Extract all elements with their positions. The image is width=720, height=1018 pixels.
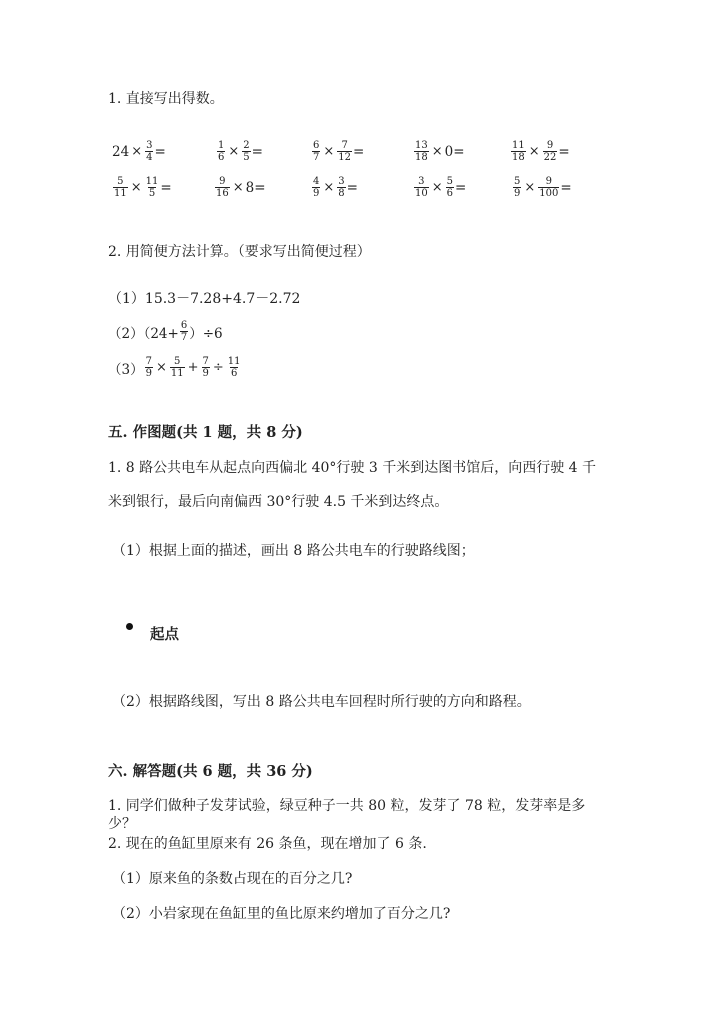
fraction: $\frac{5}{11}$: [170, 356, 184, 379]
times-sign: ×: [155, 360, 167, 375]
section-5-sub-1: （1）根据上面的描述，画出 8 路公共电车的行驶路线图；: [112, 543, 475, 559]
section-6-title: 六. 解答题(共 6 题，共 36 分): [108, 763, 313, 780]
item-number: （3）: [108, 361, 144, 378]
q1-expr-2-5: [512, 176, 572, 199]
equals-sign: =: [160, 179, 172, 196]
start-point-label: 起点: [150, 626, 179, 643]
q1-expr-1-2: [216, 140, 263, 163]
item-text: ）÷6: [189, 325, 223, 342]
times-sign: ×: [528, 144, 540, 159]
times-sign: ×: [228, 144, 240, 159]
fraction: $\frac{3}{8}$: [338, 176, 345, 199]
times-sign: ×: [323, 144, 335, 159]
fraction: $\frac{3}{4}$: [146, 140, 153, 163]
equals-sign: =: [558, 143, 570, 160]
fraction: $\frac{5}{6}$: [446, 176, 454, 199]
fraction: $\frac{6}{7}$: [313, 140, 320, 163]
fraction: $\frac{7}{12}$: [338, 140, 352, 163]
q1-expr-2-4: [413, 176, 466, 199]
times-sign: ×: [431, 144, 443, 159]
fraction: $\frac{9}{22}$: [543, 140, 557, 163]
fraction: $\frac{2}{5}$: [243, 140, 250, 163]
fraction: $\frac{13}{18}$: [415, 140, 428, 163]
q1-expr-1-1: [112, 140, 166, 163]
equals-sign: =: [251, 143, 263, 160]
equals-sign: =: [254, 179, 266, 196]
fraction: $\frac{7}{9}$: [145, 356, 152, 379]
fraction: $\frac{4}{9}$: [313, 176, 320, 199]
times-sign: ×: [524, 180, 536, 195]
q2-item-3: [108, 356, 243, 379]
fraction: $\frac{11}{5}$: [145, 176, 159, 199]
q1-heading: 1. 直接写出得数。: [108, 91, 224, 107]
section-5-sub-2: （2）根据路线图，写出 8 路公共电车回程时所行驶的方向和路程。: [112, 694, 531, 710]
q2-heading: 2. 用简便方法计算。（要求写出简便过程）: [108, 244, 371, 260]
number: 24: [112, 143, 130, 160]
section-5-line-1: 1. 8 路公共电车从起点向西偏北 40°行驶 3 千米到达图书馆后，向西行驶 4 千: [108, 460, 597, 476]
fraction: $\frac{6}{7}$: [180, 320, 188, 343]
times-sign: ×: [130, 180, 142, 195]
times-sign: ×: [431, 180, 443, 195]
fraction: $\frac{11}{18}$: [512, 140, 525, 163]
fraction: $\frac{11}{6}$: [227, 356, 241, 379]
q1-expr-2-2: [214, 176, 266, 199]
q1-expr-1-3: [311, 140, 364, 163]
fraction: $\frac{9}{16}$: [216, 176, 229, 199]
equals-sign: =: [346, 179, 358, 196]
q2-item-2: [108, 320, 223, 343]
q1-expr-2-1: [112, 176, 172, 199]
fraction: $\frac{7}{9}$: [202, 356, 209, 379]
fraction: $\frac{5}{11}$: [114, 176, 127, 199]
fraction: $\frac{3}{10}$: [415, 176, 428, 199]
fraction: $\frac{1}{6}$: [218, 140, 225, 163]
times-sign: ×: [323, 180, 335, 195]
equals-sign: =: [455, 179, 467, 196]
equals-sign: =: [560, 179, 572, 196]
times-sign: ×: [131, 144, 143, 159]
section-6-q1-line-2: 少？: [108, 816, 136, 832]
section-5-title: 五. 作图题(共 1 题，共 8 分): [108, 424, 303, 441]
q2-item-1: （1）15.3－7.28+4.7－2.72: [108, 291, 301, 307]
times-sign: ×: [232, 180, 244, 195]
item-text: （2）（24+: [108, 325, 179, 342]
equals-sign: =: [353, 143, 365, 160]
fraction: $\frac{5}{9}$: [514, 176, 521, 199]
section-6-q2-sub-1: （1）原来鱼的条数占现在的百分之几?: [112, 871, 353, 887]
q1-expr-1-4: [413, 140, 465, 163]
divide-sign: ÷: [212, 360, 224, 375]
number: 0: [444, 143, 454, 160]
q1-expr-1-5: [510, 140, 570, 163]
plus-sign: +: [187, 360, 199, 375]
section-5-line-2: 米到银行，最后向南偏西 30°行驶 4.5 千米到达终点。: [108, 494, 449, 510]
section-6-q2-sub-2: （2）小岩家现在鱼缸里的鱼比原来约增加了百分之几?: [112, 906, 451, 922]
equals-sign: =: [154, 143, 166, 160]
section-6-q1-line-1: 1. 同学们做种子发芽试验，绿豆种子一共 80 粒，发芽了 78 粒，发芽率是多: [108, 798, 586, 814]
section-6-q2: 2. 现在的鱼缸里原来有 26 条鱼，现在增加了 6 条.: [108, 836, 427, 852]
start-point-dot: [126, 623, 133, 630]
equals-sign: =: [453, 143, 465, 160]
number: 8: [245, 179, 255, 196]
fraction: $\frac{9}{100}$: [539, 176, 559, 199]
q1-expr-2-3: [311, 176, 358, 199]
